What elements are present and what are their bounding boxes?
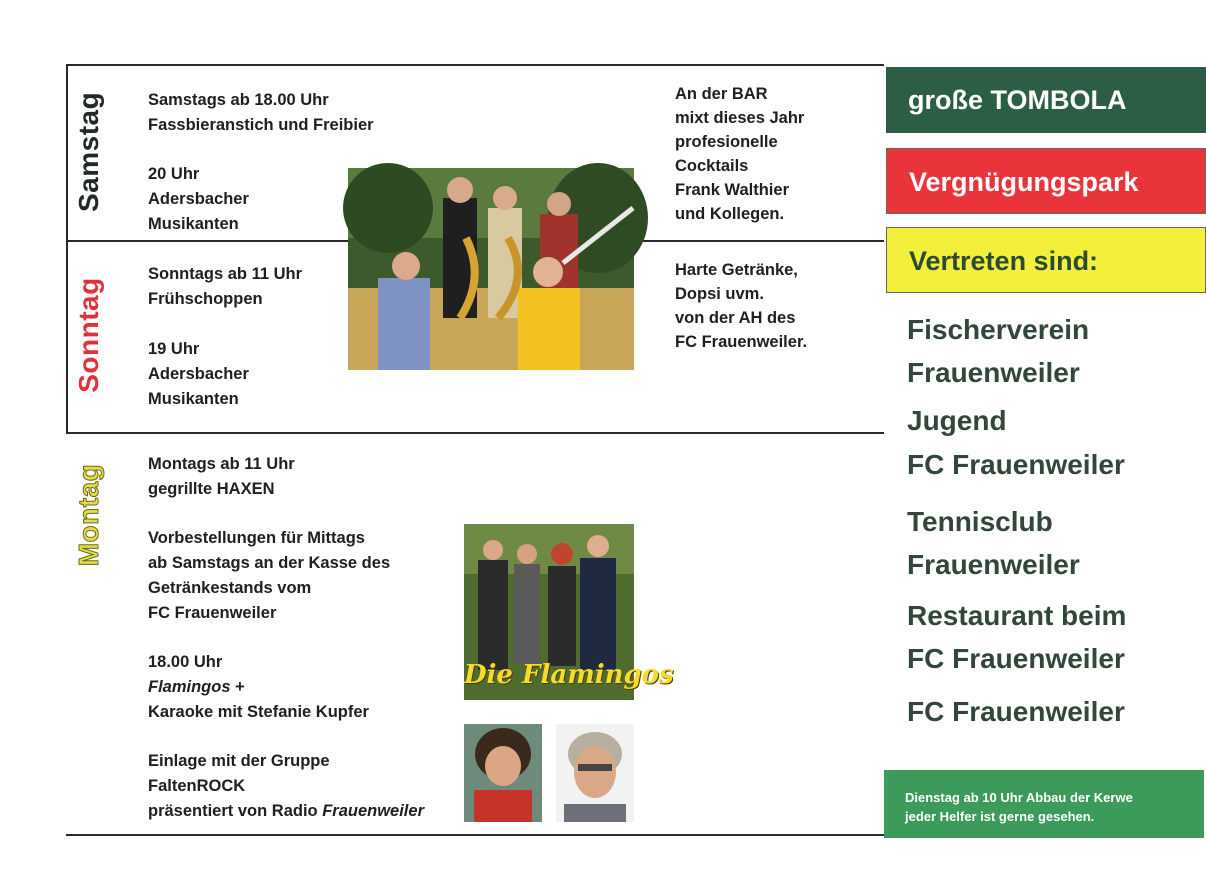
club-line: Tennisclub (907, 506, 1053, 537)
left-day-column-rule (66, 64, 68, 434)
flamingos-photo (464, 524, 674, 700)
saturday-line: Samstags ab 18.00 Uhr (148, 91, 329, 109)
club-line: FC Frauenweiler (907, 643, 1125, 674)
drinks-info (675, 258, 807, 354)
sunday-line: Musikanten (148, 390, 239, 408)
club-line: Jugend (907, 405, 1007, 436)
day-label-saturday: Samstag (73, 91, 104, 212)
club-line: FC Frauenweiler (907, 696, 1125, 727)
sunday-line: Sonntags ab 11 Uhr (148, 265, 303, 283)
drinks-line: Dopsi uvm. (675, 285, 764, 303)
monday-line: Karaoke mit Stefanie Kupfer (148, 703, 369, 721)
bottom-rule (66, 834, 884, 836)
tombola-banner: große TOMBOLA (886, 67, 1206, 133)
flamingos-text: Flamingos (148, 678, 231, 696)
bar-line: Cocktails (675, 157, 749, 175)
bar-line: mixt dieses Jahr (675, 109, 805, 127)
club-line: FC Frauenweiler (907, 449, 1125, 480)
saturday-line: Adersbacher (148, 190, 249, 208)
vergnuegungspark-banner: Vergnügungspark (886, 148, 1206, 214)
monday-line: FC Frauenweiler (148, 604, 277, 622)
day-label-monday: Montag (73, 463, 104, 567)
bar-line: profesionelle (675, 133, 778, 151)
sunday-monday-divider (66, 432, 884, 434)
club-line: Restaurant beim (907, 600, 1127, 631)
bar-info (675, 82, 804, 226)
saturday-line: Fassbieranstich und Freibier (148, 116, 374, 134)
saturday-line: Musikanten (148, 215, 239, 233)
monday-line: Vorbestellungen für Mittags (148, 529, 365, 547)
radio-text: präsentiert von Radio (148, 802, 323, 820)
plus-text: + (230, 678, 245, 696)
drinks-line: von der AH des (675, 309, 796, 327)
monday-line: Montags ab 11 Uhr (148, 455, 295, 473)
drinks-line: Harte Getränke, (675, 261, 798, 279)
sunday-line: Frühschoppen (148, 290, 263, 308)
monday-line-flamingos (148, 675, 424, 700)
top-rule (66, 64, 884, 66)
monday-line: FaltenROCK (148, 777, 246, 795)
footer-line: Dienstag ab 10 Uhr Abbau der Kerwe (905, 790, 1133, 805)
band-photo (348, 168, 634, 370)
bar-line: Frank Walthier (675, 181, 789, 199)
drinks-line: FC Frauenweiler. (675, 333, 808, 351)
saturday-program (148, 88, 374, 237)
club-line: Frauenweiler (907, 357, 1080, 388)
monday-line: gegrillte HAXEN (148, 480, 275, 498)
flamingos-logo: Die Flamingos (464, 660, 674, 690)
footer-line: jeder Helfer ist gerne gesehen. (905, 809, 1095, 824)
monday-line: Getränkestands vom (148, 579, 312, 597)
monday-line: 18.00 Uhr (148, 653, 223, 671)
club-line: Frauenweiler (907, 549, 1080, 580)
sunday-line: 19 Uhr (148, 340, 200, 358)
saturday-line: 20 Uhr (148, 165, 200, 183)
day-label-sunday: Sonntag (73, 277, 104, 393)
faltenrock-portrait-1 (464, 724, 542, 822)
sunday-line: Adersbacher (148, 365, 249, 383)
faltenrock-portrait-2 (556, 724, 634, 822)
monday-line: Einlage mit der Gruppe (148, 752, 330, 770)
sunday-program (148, 262, 302, 412)
bar-line: An der BAR (675, 85, 768, 103)
footer-notice (884, 770, 1204, 838)
vertreten-banner: Vertreten sind: (886, 227, 1206, 293)
radio-name-text: Frauenweiler (322, 802, 424, 820)
bar-line: und Kollegen. (675, 205, 785, 223)
monday-program (148, 452, 424, 824)
club-line: Fischerverein (907, 314, 1090, 345)
monday-line: ab Samstags an der Kasse des (148, 554, 391, 572)
monday-line-radio (148, 799, 424, 824)
